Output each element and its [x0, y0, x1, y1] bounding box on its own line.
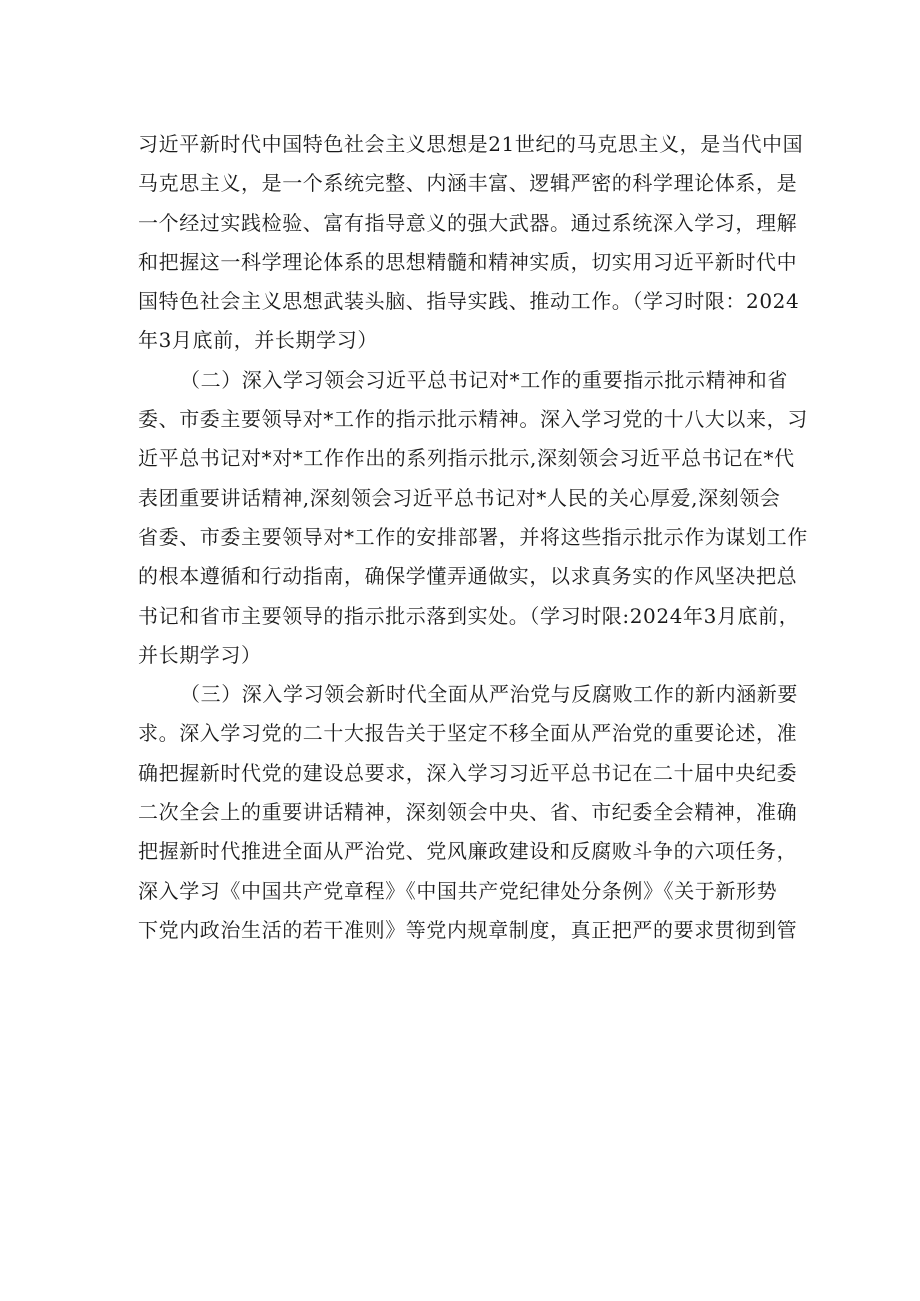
- text-line: 表团重要讲话精神,深刻领会习近平总书记对*人民的关心厚爱,深刻领会: [138, 485, 781, 510]
- text-line: 马克思主义，是一个系统完整、内涵丰富、逻辑严密的科学理论体系，是: [138, 171, 798, 196]
- text-line: 书记和省市主要领导的指示批示落到实处。（学习时限:2024年3月底前，: [138, 603, 800, 628]
- document-body: [138, 125, 808, 950]
- text-line: 国特色社会主义思想武装头脑、指导实践、推动工作。（学习时限：2024: [138, 289, 800, 314]
- text-line: （三）深入学习领会新时代全面从严治党与反腐败工作的新内涵新要: [180, 682, 798, 707]
- text-line: 近平总书记对*对*工作作出的系列指示批示,深刻领会习近平总书记在*代: [138, 446, 795, 471]
- text-line: 年3月底前，并长期学习）: [138, 328, 378, 353]
- text-line: 下党内政治生活的若干准则》等党内规章制度，真正把严的要求贯彻到管: [138, 917, 798, 942]
- text-line: 二次全会上的重要讲话精神，深刻领会中央、省、市纪委全会精神，准确: [138, 800, 798, 825]
- text-line: 习近平新时代中国特色社会主义思想是21世纪的马克思主义，是当代中国: [138, 132, 804, 156]
- text-line: 一个经过实践检验、富有指导意义的强大武器。通过系统深入学习，理解: [138, 210, 798, 235]
- paragraph-3: [138, 675, 798, 950]
- text-line: 确把握新时代党的建设总要求，深入学习习近平总书记在二十届中央纪委: [138, 760, 798, 785]
- paragraph-2: [138, 361, 808, 675]
- text-line: 的根本遵循和行动指南，确保学懂弄通做实，以求真务实的作风坚决把总: [138, 564, 798, 589]
- paragraph-1: [138, 125, 804, 361]
- text-line: 省委、市委主要领导对*工作的安排部署，并将这些指示批示作为谋划工作: [138, 524, 808, 549]
- text-line: （二）深入学习领会习近平总书记对*工作的重要指示批示精神和省: [180, 367, 788, 392]
- text-line: 和把握这一科学理论体系的思想精髓和精神实质，切实用习近平新时代中: [138, 249, 798, 274]
- text-line: 委、市委主要领导对*工作的指示批示精神。深入学习党的十八大以来，习: [138, 407, 808, 432]
- text-line: 深入学习《中国共产党章程》《中国共产党纪律处分条例》《关于新形势: [138, 878, 778, 903]
- text-line: 把握新时代推进全面从严治党、党风廉政建设和反腐败斗争的六项任务，: [138, 839, 798, 864]
- text-line: 求。深入学习党的二十大报告关于坚定不移全面从严治党的重要论述，准: [138, 721, 798, 746]
- text-line: 并长期学习）: [138, 642, 262, 667]
